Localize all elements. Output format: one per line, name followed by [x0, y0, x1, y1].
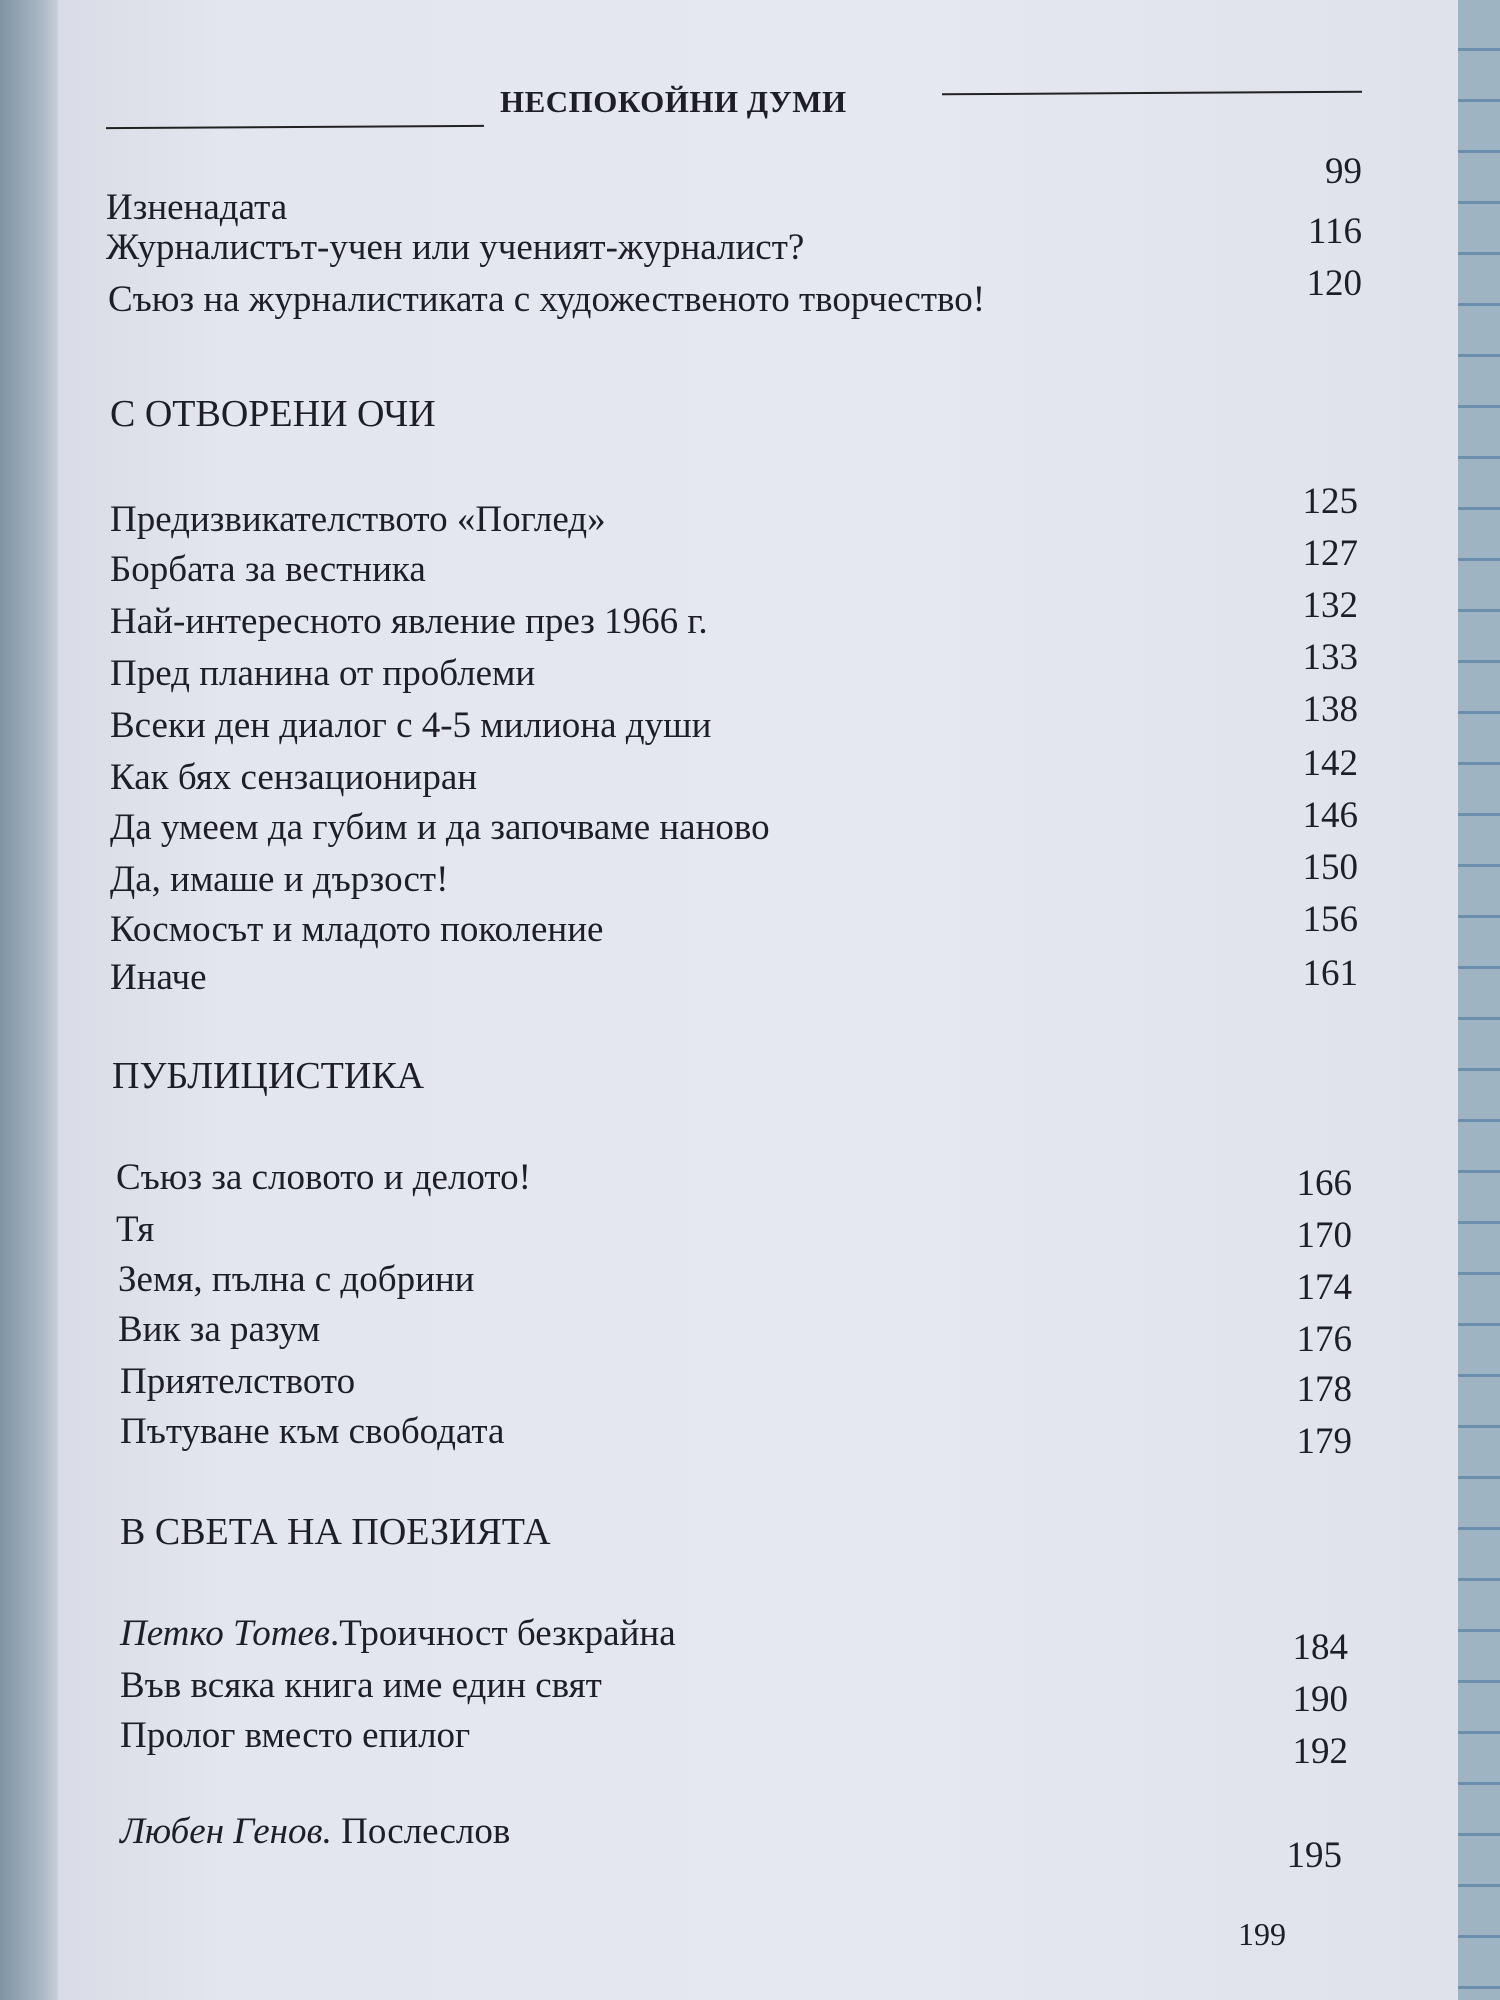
- toc-page: 190: [1292, 1679, 1348, 1720]
- toc-title: Приятелството: [120, 1361, 356, 1402]
- toc-entry: [58, 1308, 1458, 1360]
- toc-title: Борбата за вестника: [110, 549, 426, 590]
- toc-page: 142: [1302, 743, 1358, 784]
- toc-page: 146: [1302, 795, 1358, 836]
- toc-title: Най-интересното явление през 1966 г.: [110, 601, 708, 642]
- toc-title: Пътуване към свободата: [120, 1411, 505, 1452]
- toc-title: Журналистът-учен или ученият-журналист?: [106, 227, 805, 268]
- toc-title: Вик за разум: [118, 1309, 321, 1350]
- toc-entry: [58, 480, 1458, 540]
- toc-page: 127: [1302, 533, 1358, 574]
- toc-entry: [58, 742, 1458, 798]
- page-folio: 199: [1238, 1916, 1286, 1952]
- toc-page: 138: [1302, 689, 1358, 730]
- toc-title: Да умеем да губим и да започваме наново: [110, 807, 770, 848]
- book-spine-edge: [0, 0, 58, 2000]
- toc-entry: [58, 794, 1458, 848]
- section-heading: С ОТВОРЕНИ ОЧИ: [110, 393, 436, 435]
- toc-entry: [58, 532, 1458, 590]
- toc-entry: [58, 262, 1458, 320]
- toc-title: Пред планина от проблеми: [110, 653, 536, 694]
- toc-title: Да, имаше и дързост!: [110, 859, 449, 900]
- toc-author: Петко Тотев: [120, 1613, 330, 1654]
- toc-page: 195: [1286, 1835, 1342, 1876]
- toc-entry: [58, 1410, 1458, 1462]
- toc-page: 116: [1307, 211, 1362, 252]
- toc-title: Космосът и младото поколение: [110, 909, 604, 950]
- book-page: [58, 0, 1458, 2000]
- toc-entry: [58, 1664, 1458, 1720]
- toc-title-line: [120, 1810, 510, 1853]
- toc-entry: [58, 1612, 1458, 1668]
- toc-entry: [58, 898, 1458, 950]
- toc-page: 184: [1292, 1627, 1348, 1668]
- running-header: [106, 82, 1358, 122]
- toc-title: Иначе: [110, 957, 207, 998]
- toc-page: 150: [1302, 847, 1358, 888]
- toc-entry: [58, 150, 1458, 228]
- toc-title: Във всяка книга име един свят: [120, 1665, 602, 1706]
- toc-page: 133: [1302, 637, 1358, 678]
- toc-page: 179: [1296, 1421, 1352, 1462]
- toc-entry: [58, 1714, 1458, 1772]
- toc-page: 192: [1292, 1731, 1348, 1772]
- header-rule-left: [106, 125, 484, 129]
- toc-title: Тя: [116, 1209, 155, 1250]
- section-heading: ПУБЛИЦИСТИКА: [112, 1055, 425, 1097]
- toc-page: 99: [1325, 151, 1362, 192]
- toc-page: 178: [1296, 1369, 1352, 1410]
- toc-title: Съюз за словото и делото!: [116, 1157, 531, 1198]
- toc-page: 166: [1296, 1163, 1352, 1204]
- toc-page: 170: [1296, 1215, 1352, 1256]
- toc-entry: [58, 952, 1458, 998]
- toc-title: Предизвикателството «Поглед»: [110, 499, 606, 540]
- section-heading: В СВЕТА НА ПОЕЗИЯТА: [120, 1511, 551, 1553]
- toc-title: Как бях сензациониран: [110, 757, 478, 798]
- toc-entry: [58, 210, 1458, 268]
- toc-title-line: [120, 1612, 676, 1655]
- toc-page: 161: [1302, 953, 1358, 994]
- toc-page: 156: [1302, 899, 1358, 940]
- toc-entry: [58, 846, 1458, 900]
- toc-entry: [58, 1360, 1458, 1410]
- toc-page: 125: [1302, 481, 1358, 522]
- toc-entry: [58, 688, 1458, 746]
- toc-entry-afterword: [58, 1810, 1458, 1876]
- toc-page: 176: [1296, 1319, 1352, 1360]
- toc-title: Изненадата: [106, 187, 288, 228]
- header-rule-right: [942, 91, 1362, 96]
- toc-title: .Троичност безкрайна: [329, 1613, 676, 1654]
- toc-page: 174: [1296, 1267, 1352, 1308]
- toc-entry: [58, 584, 1458, 642]
- toc-page: 120: [1306, 263, 1362, 304]
- background-notebook: [1458, 0, 1500, 2000]
- toc-title: Пролог вместо епилог: [120, 1715, 471, 1756]
- toc-author: Любен Генов.: [120, 1811, 332, 1852]
- toc-entry: [58, 1156, 1458, 1202]
- header-title: НЕСПОКОЙНИ ДУМИ: [500, 84, 847, 119]
- toc-page: 132: [1302, 585, 1358, 626]
- toc-title: Послеслов: [331, 1811, 511, 1852]
- toc-entry: [58, 1258, 1458, 1308]
- toc-title: Всеки ден диалог с 4-5 милиона души: [110, 705, 712, 746]
- toc-title: Земя, пълна с добрини: [118, 1259, 475, 1300]
- toc-title: Съюз на журналистиката с художественото творчество!: [108, 279, 986, 320]
- toc-entry: [58, 636, 1458, 694]
- toc-entry: [58, 1208, 1458, 1254]
